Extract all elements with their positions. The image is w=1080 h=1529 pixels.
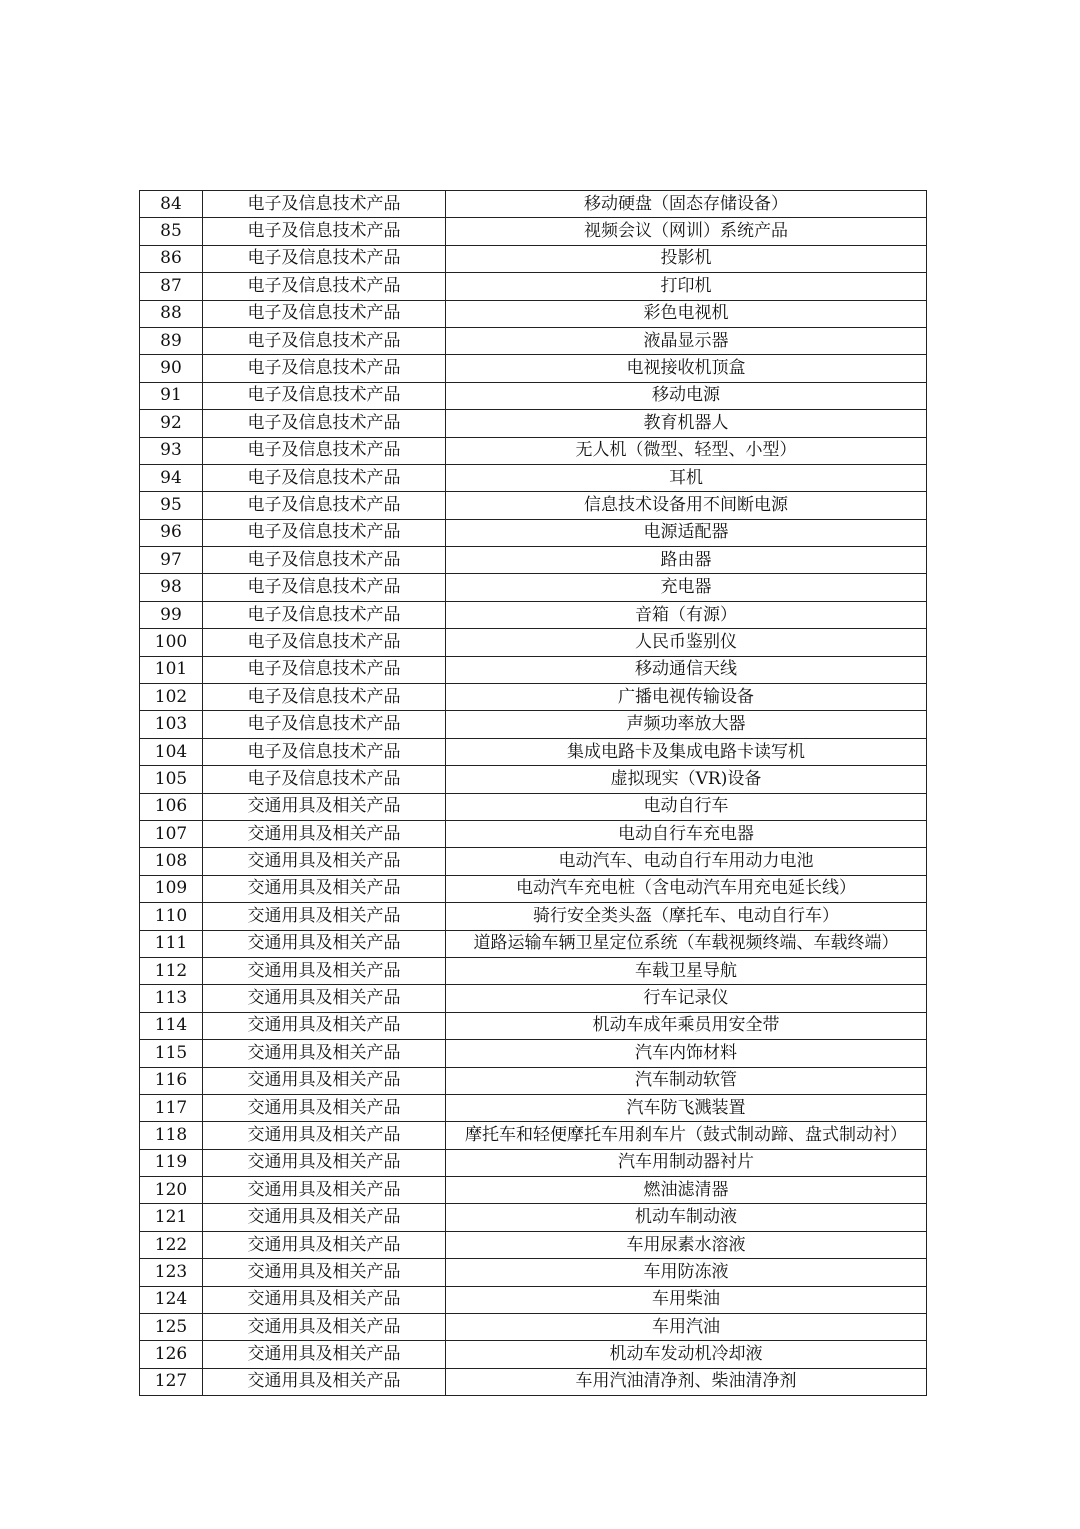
product-name-cell: 路由器 xyxy=(446,547,927,574)
product-name-cell: 行车记录仪 xyxy=(446,985,927,1012)
category-cell: 电子及信息技术产品 xyxy=(203,601,446,628)
category-cell: 电子及信息技术产品 xyxy=(203,327,446,354)
product-name-cell: 广播电视传输设备 xyxy=(446,684,927,711)
row-number-cell: 111 xyxy=(140,930,203,957)
row-number-cell: 115 xyxy=(140,1040,203,1067)
category-cell: 电子及信息技术产品 xyxy=(203,656,446,683)
row-number-cell: 101 xyxy=(140,656,203,683)
table-row xyxy=(140,437,927,464)
product-name-cell: 电动汽车充电桩（含电动汽车用充电延长线） xyxy=(446,875,927,902)
table-row xyxy=(140,820,927,847)
row-number-cell: 95 xyxy=(140,492,203,519)
table-row xyxy=(140,1067,927,1094)
category-cell: 交通用具及相关产品 xyxy=(203,1067,446,1094)
category-cell: 电子及信息技术产品 xyxy=(203,273,446,300)
row-number-cell: 96 xyxy=(140,519,203,546)
product-name-cell: 投影机 xyxy=(446,245,927,272)
product-name-cell: 车用汽油清净剂、柴油清净剂 xyxy=(446,1368,927,1395)
table-row xyxy=(140,985,927,1012)
category-cell: 交通用具及相关产品 xyxy=(203,875,446,902)
row-number-cell: 98 xyxy=(140,574,203,601)
row-number-cell: 85 xyxy=(140,218,203,245)
table-row xyxy=(140,1040,927,1067)
row-number-cell: 121 xyxy=(140,1204,203,1231)
category-cell: 电子及信息技术产品 xyxy=(203,738,446,765)
row-number-cell: 86 xyxy=(140,245,203,272)
row-number-cell: 116 xyxy=(140,1067,203,1094)
product-name-cell: 机动车成年乘员用安全带 xyxy=(446,1012,927,1039)
product-name-cell: 电源适配器 xyxy=(446,519,927,546)
row-number-cell: 126 xyxy=(140,1341,203,1368)
category-cell: 电子及信息技术产品 xyxy=(203,410,446,437)
category-cell: 交通用具及相关产品 xyxy=(203,1177,446,1204)
category-cell: 交通用具及相关产品 xyxy=(203,1040,446,1067)
product-name-cell: 打印机 xyxy=(446,273,927,300)
row-number-cell: 93 xyxy=(140,437,203,464)
row-number-cell: 117 xyxy=(140,1094,203,1121)
table-row xyxy=(140,1122,927,1149)
category-cell: 电子及信息技术产品 xyxy=(203,629,446,656)
category-cell: 交通用具及相关产品 xyxy=(203,820,446,847)
row-number-cell: 92 xyxy=(140,410,203,437)
row-number-cell: 123 xyxy=(140,1259,203,1286)
category-cell: 交通用具及相关产品 xyxy=(203,1122,446,1149)
row-number-cell: 91 xyxy=(140,382,203,409)
product-name-cell: 机动车发动机冷却液 xyxy=(446,1341,927,1368)
row-number-cell: 127 xyxy=(140,1368,203,1395)
category-cell: 电子及信息技术产品 xyxy=(203,519,446,546)
row-number-cell: 122 xyxy=(140,1231,203,1258)
row-number-cell: 114 xyxy=(140,1012,203,1039)
table-row xyxy=(140,218,927,245)
table-row xyxy=(140,464,927,491)
category-cell: 交通用具及相关产品 xyxy=(203,1286,446,1313)
table-row xyxy=(140,300,927,327)
row-number-cell: 110 xyxy=(140,903,203,930)
product-name-cell: 电动自行车 xyxy=(446,793,927,820)
row-number-cell: 124 xyxy=(140,1286,203,1313)
product-name-cell: 移动电源 xyxy=(446,382,927,409)
product-name-cell: 汽车用制动器衬片 xyxy=(446,1149,927,1176)
table-row xyxy=(140,875,927,902)
table-row xyxy=(140,1286,927,1313)
table-row xyxy=(140,1341,927,1368)
product-name-cell: 彩色电视机 xyxy=(446,300,927,327)
category-cell: 交通用具及相关产品 xyxy=(203,903,446,930)
product-table xyxy=(139,190,927,1396)
category-cell: 电子及信息技术产品 xyxy=(203,464,446,491)
table-row xyxy=(140,957,927,984)
product-name-cell: 电视接收机顶盒 xyxy=(446,355,927,382)
table-row xyxy=(140,355,927,382)
product-name-cell: 充电器 xyxy=(446,574,927,601)
table-row xyxy=(140,903,927,930)
category-cell: 电子及信息技术产品 xyxy=(203,766,446,793)
product-name-cell: 信息技术设备用不间断电源 xyxy=(446,492,927,519)
table-row xyxy=(140,601,927,628)
category-cell: 交通用具及相关产品 xyxy=(203,1314,446,1341)
product-name-cell: 耳机 xyxy=(446,464,927,491)
product-name-cell: 液晶显示器 xyxy=(446,327,927,354)
product-name-cell: 车用汽油 xyxy=(446,1314,927,1341)
row-number-cell: 104 xyxy=(140,738,203,765)
table-row xyxy=(140,191,927,218)
product-name-cell: 虚拟现实（VR)设备 xyxy=(446,766,927,793)
row-number-cell: 118 xyxy=(140,1122,203,1149)
row-number-cell: 90 xyxy=(140,355,203,382)
product-name-cell: 电动汽车、电动自行车用动力电池 xyxy=(446,848,927,875)
product-name-cell: 车用尿素水溶液 xyxy=(446,1231,927,1258)
category-cell: 电子及信息技术产品 xyxy=(203,711,446,738)
product-name-cell: 骑行安全类头盔（摩托车、电动自行车） xyxy=(446,903,927,930)
row-number-cell: 103 xyxy=(140,711,203,738)
category-cell: 电子及信息技术产品 xyxy=(203,245,446,272)
product-name-cell: 汽车防飞溅装置 xyxy=(446,1094,927,1121)
table-row xyxy=(140,382,927,409)
product-name-cell: 车载卫星导航 xyxy=(446,957,927,984)
category-cell: 交通用具及相关产品 xyxy=(203,1231,446,1258)
table-row xyxy=(140,848,927,875)
product-name-cell: 音箱（有源） xyxy=(446,601,927,628)
product-name-cell: 车用柴油 xyxy=(446,1286,927,1313)
table-row xyxy=(140,1314,927,1341)
category-cell: 电子及信息技术产品 xyxy=(203,300,446,327)
row-number-cell: 94 xyxy=(140,464,203,491)
product-name-cell: 电动自行车充电器 xyxy=(446,820,927,847)
category-cell: 交通用具及相关产品 xyxy=(203,1094,446,1121)
row-number-cell: 106 xyxy=(140,793,203,820)
table-row xyxy=(140,1012,927,1039)
row-number-cell: 112 xyxy=(140,957,203,984)
row-number-cell: 108 xyxy=(140,848,203,875)
category-cell: 交通用具及相关产品 xyxy=(203,1149,446,1176)
row-number-cell: 109 xyxy=(140,875,203,902)
product-name-cell: 燃油滤清器 xyxy=(446,1177,927,1204)
category-cell: 交通用具及相关产品 xyxy=(203,848,446,875)
category-cell: 电子及信息技术产品 xyxy=(203,382,446,409)
table-row xyxy=(140,1259,927,1286)
table-row xyxy=(140,410,927,437)
table-row xyxy=(140,793,927,820)
category-cell: 交通用具及相关产品 xyxy=(203,1012,446,1039)
product-name-cell: 教育机器人 xyxy=(446,410,927,437)
table-row xyxy=(140,1204,927,1231)
table-row xyxy=(140,930,927,957)
category-cell: 交通用具及相关产品 xyxy=(203,1204,446,1231)
category-cell: 电子及信息技术产品 xyxy=(203,191,446,218)
category-cell: 交通用具及相关产品 xyxy=(203,1341,446,1368)
table-row xyxy=(140,547,927,574)
category-cell: 电子及信息技术产品 xyxy=(203,492,446,519)
category-cell: 电子及信息技术产品 xyxy=(203,684,446,711)
category-cell: 交通用具及相关产品 xyxy=(203,1259,446,1286)
product-name-cell: 人民币鉴别仪 xyxy=(446,629,927,656)
row-number-cell: 105 xyxy=(140,766,203,793)
row-number-cell: 84 xyxy=(140,191,203,218)
row-number-cell: 120 xyxy=(140,1177,203,1204)
table-row xyxy=(140,574,927,601)
table-row xyxy=(140,1149,927,1176)
product-name-cell: 汽车制动软管 xyxy=(446,1067,927,1094)
category-cell: 交通用具及相关产品 xyxy=(203,793,446,820)
row-number-cell: 125 xyxy=(140,1314,203,1341)
table-row xyxy=(140,738,927,765)
table-row xyxy=(140,1231,927,1258)
product-name-cell: 移动硬盘（固态存储设备） xyxy=(446,191,927,218)
product-name-cell: 汽车内饰材料 xyxy=(446,1040,927,1067)
table-row xyxy=(140,1368,927,1395)
row-number-cell: 89 xyxy=(140,327,203,354)
table-row xyxy=(140,1177,927,1204)
category-cell: 电子及信息技术产品 xyxy=(203,574,446,601)
category-cell: 交通用具及相关产品 xyxy=(203,1368,446,1395)
table-row xyxy=(140,245,927,272)
table-row xyxy=(140,766,927,793)
row-number-cell: 102 xyxy=(140,684,203,711)
product-name-cell: 车用防冻液 xyxy=(446,1259,927,1286)
row-number-cell: 119 xyxy=(140,1149,203,1176)
row-number-cell: 88 xyxy=(140,300,203,327)
row-number-cell: 107 xyxy=(140,820,203,847)
product-name-cell: 机动车制动液 xyxy=(446,1204,927,1231)
category-cell: 交通用具及相关产品 xyxy=(203,930,446,957)
product-name-cell: 摩托车和轻便摩托车用刹车片（鼓式制动蹄、盘式制动衬） xyxy=(446,1122,927,1149)
table-row xyxy=(140,492,927,519)
table-row xyxy=(140,273,927,300)
table-row xyxy=(140,629,927,656)
row-number-cell: 87 xyxy=(140,273,203,300)
product-name-cell: 集成电路卡及集成电路卡读写机 xyxy=(446,738,927,765)
table-body xyxy=(140,191,927,1396)
category-cell: 交通用具及相关产品 xyxy=(203,985,446,1012)
row-number-cell: 99 xyxy=(140,601,203,628)
product-name-cell: 声频功率放大器 xyxy=(446,711,927,738)
category-cell: 电子及信息技术产品 xyxy=(203,355,446,382)
category-cell: 电子及信息技术产品 xyxy=(203,437,446,464)
row-number-cell: 97 xyxy=(140,547,203,574)
table-row xyxy=(140,1094,927,1121)
product-name-cell: 无人机（微型、轻型、小型） xyxy=(446,437,927,464)
table-row xyxy=(140,519,927,546)
product-name-cell: 道路运输车辆卫星定位系统（车载视频终端、车载终端） xyxy=(446,930,927,957)
category-cell: 电子及信息技术产品 xyxy=(203,218,446,245)
row-number-cell: 100 xyxy=(140,629,203,656)
product-name-cell: 移动通信天线 xyxy=(446,656,927,683)
row-number-cell: 113 xyxy=(140,985,203,1012)
product-name-cell: 视频会议（网训）系统产品 xyxy=(446,218,927,245)
table-row xyxy=(140,684,927,711)
table-row xyxy=(140,711,927,738)
table-row xyxy=(140,656,927,683)
table-row xyxy=(140,327,927,354)
category-cell: 交通用具及相关产品 xyxy=(203,957,446,984)
category-cell: 电子及信息技术产品 xyxy=(203,547,446,574)
